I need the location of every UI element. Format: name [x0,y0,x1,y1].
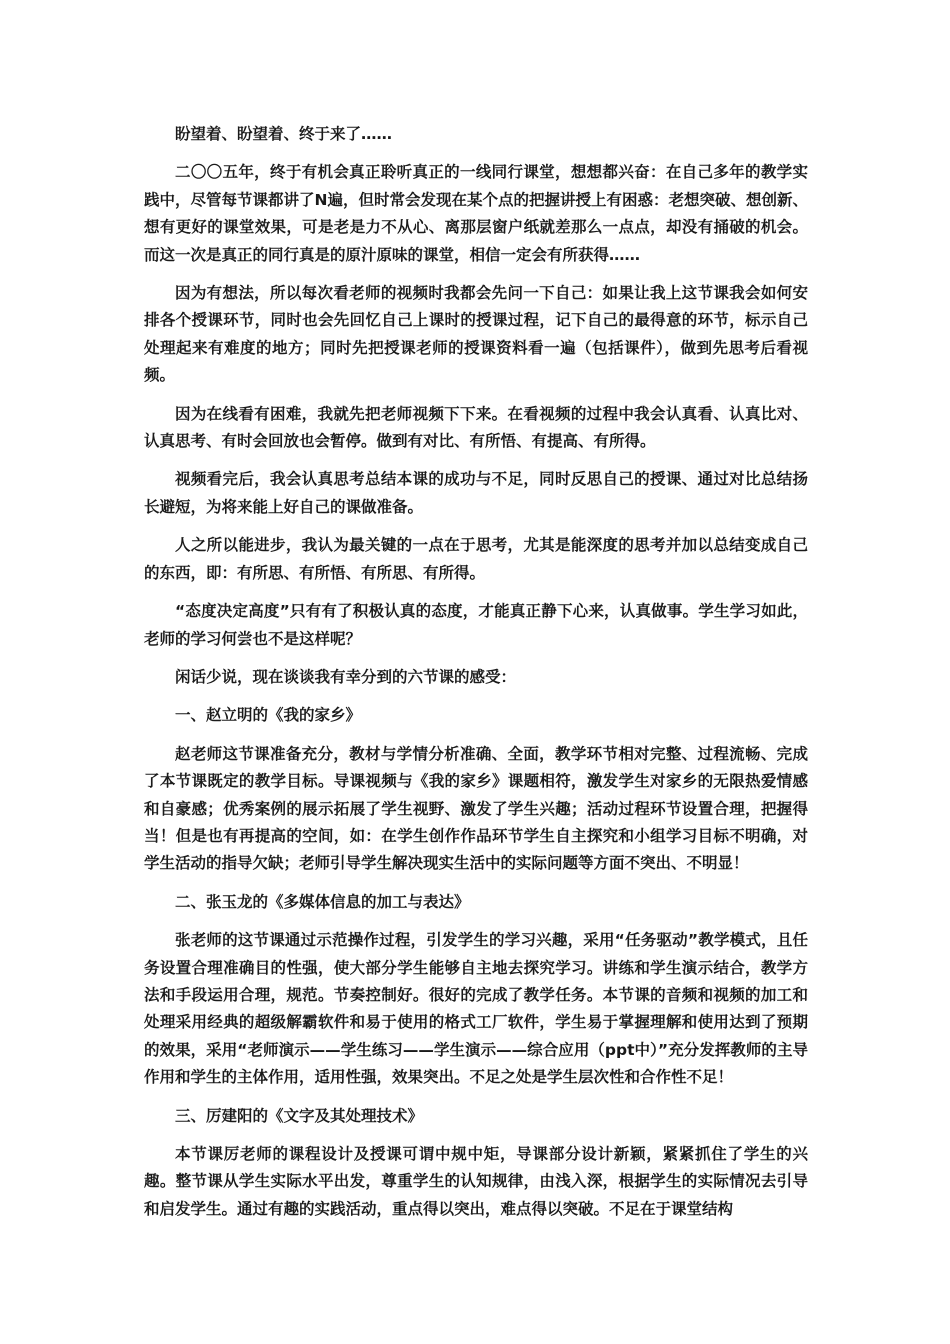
paragraph-reflection: 视频看完后，我会认真思考总结本课的成功与不足，同时反思自己的授课、通过对比总结扬长避短，为将来能上好自己的课做准备。 [144,470,808,516]
paragraph-lesson-1: 赵老师这节课准备充分，教材与学情分析准确、全面，教学环节相对完整、过程流畅、完成了本节课既定的教学目标。导课视频与《我的家乡》课题相符，激发学生对家乡的无限热爱情感和自豪感；优秀案例的展示拓展了学生视野、激发了学生兴趣；活动过程环节设置合理，把握得当！但是也有再提高的空间，如：在学生创作作品环节学生自主探究和小组学习目标不明确，对学生活动的指导欠缺；老师引导学生解决现实生活中的实际问题等方面不突出、不明显！ [144,744,808,873]
document-body [144,121,808,1234]
section-heading-3: 三、厉建阳的《文字及其处理技术》 [175,1106,424,1125]
paragraph-2005: 二〇〇五年，终于有机会真正聆听真正的一线同行课堂，想想都兴奋：在自己多年的教学实践中，尽管每节课都讲了N遍，但时常会发现在某个点的把握讲授上有困惑：老想突破、想创新、想有更好的课堂效果，可是老是力不从心、离那层窗户纸就差那么一点点，却没有捅破的机会。而这一次是真正的同行真是的原汁原味的课堂，相信一定会有所获得…… [144,163,808,264]
paragraph-method: 因为有想法，所以每次看老师的视频时我都会先问一下自己：如果让我上这节课我会如何安排各个授课环节，同时也会先回忆自己上课时的授课过程，记下自己的最得意的环节，标示自己处理起来有难度的地方；同时先把授课老师的授课资料看一遍（包括课件），做到先思考后看视频。 [144,284,808,385]
paragraph-lesson-2: 张老师的这节课通过示范操作过程，引发学生的学习兴趣，采用“任务驱动”教学模式，且任务设置合理准确目的性强，使大部分学生能够自主地去探究学习。讲练和学生演示结合，教学方法和手段运用合理，规范。节奏控制好。很好的完成了教学任务。本节课的音频和视频的加工和处理采用经典的超级解霸软件和易于使用的格式工厂软件，学生易于掌握理解和使用达到了预期的效果，采用“老师演示——学生练习——学生演示——综合应用（ppt中）”充分发挥教师的主导作用和学生的主体作用，适用性强，效果突出。不足之处是学生层次性和合作性不足！ [144,931,808,1087]
paragraph-download: 因为在线看有困难，我就先把老师视频下下来。在看视频的过程中我会认真看、认真比对、认真思考、有时会回放也会暂停。做到有对比、有所悟、有提高、有所得。 [144,404,808,451]
paragraph-lesson-3: 本节课厉老师的课程设计及授课可谓中规中矩，导课部分设计新颖，紧紧抓住了学生的兴趣。整节课从学生实际水平出发，尊重学生的认知规律，由浅入深，根据学生的实际情况去引导和启发学生。通过有趣的实践活动，重点得以突出，难点得以突破。不足在于课堂结构 [144,1145,808,1218]
section-heading-2: 二、张玉龙的《多媒体信息的加工与表达》 [175,892,470,911]
paragraph-intro: 盼望着、盼望着、终于来了…… [175,125,393,143]
section-heading-1: 一、赵立明的《我的家乡》 [175,706,362,725]
paragraph-progress: 人之所以能进步，我认为最关键的一点在于思考，尤其是能深度的思考并加以总结变成自己的东西，即：有所思、有所悟、有所思、有所得。 [144,536,808,582]
paragraph-transition: 闲话少说，现在谈谈我有幸分到的六节课的感受： [175,667,517,686]
paragraph-attitude: “态度决定高度”只有有了积极认真的态度，才能真正静下心来，认真做事。学生学习如此，老师的学习何尝也不是这样呢？ [144,602,808,648]
